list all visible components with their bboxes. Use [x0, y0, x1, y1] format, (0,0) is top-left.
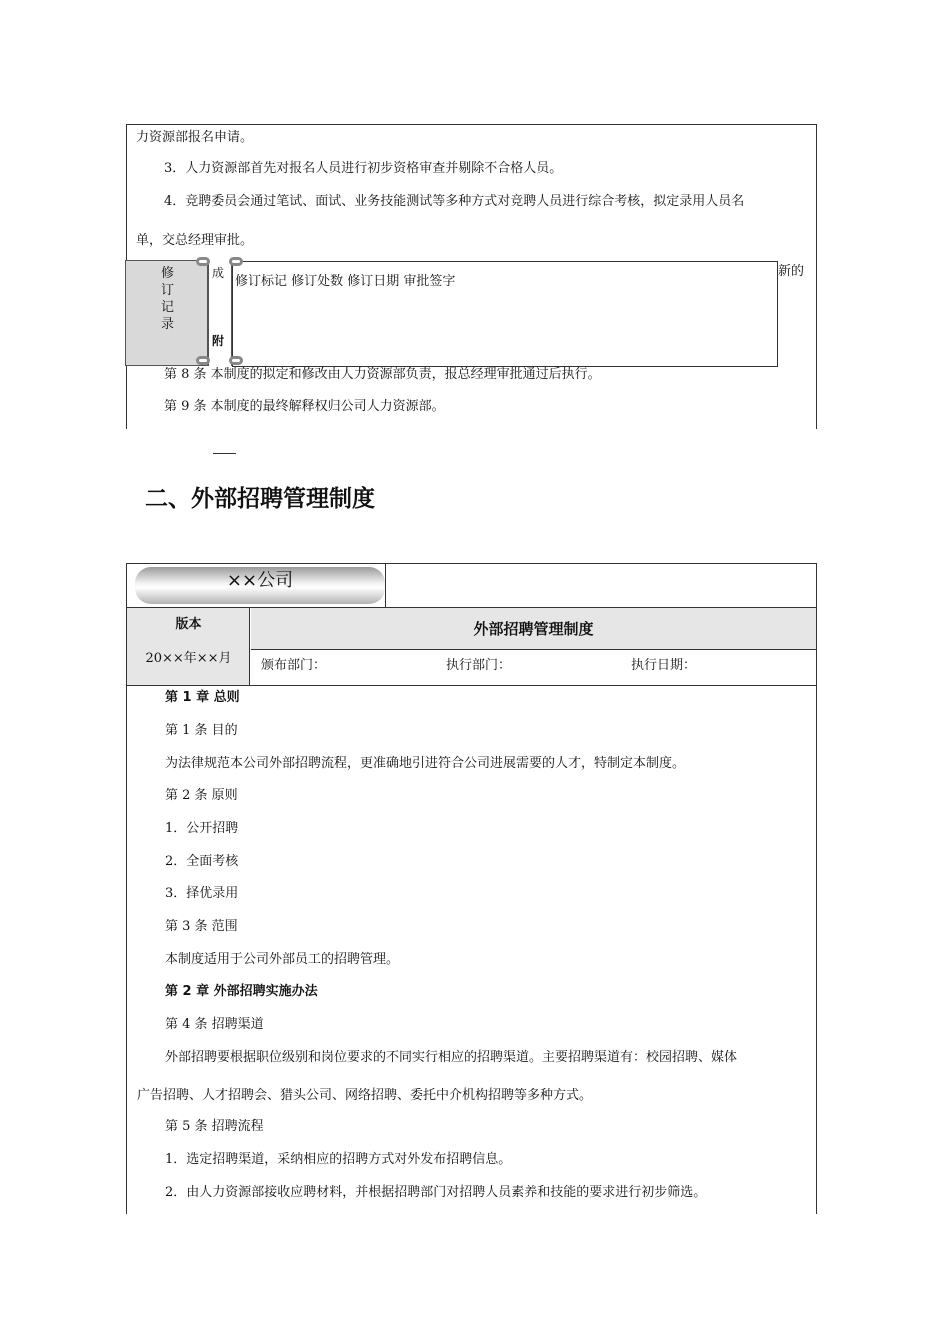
article-heading: 第 1 条 目的 — [165, 723, 238, 738]
revision-record-table — [232, 261, 778, 367]
overlapped-text-fragment: 成 — [212, 266, 225, 280]
article-8: 第 8 条 本制度的拟定和修改由人力资源部负责，报总经理审批通过后执行。 — [164, 367, 601, 382]
document-title: 外部招聘管理制度 — [473, 620, 594, 638]
divider — [213, 453, 236, 454]
section-title: 二、外部招聘管理制度 — [145, 486, 375, 512]
company-name: ××公司 — [226, 570, 294, 591]
version-date: 20××年××月 — [145, 651, 232, 666]
list-item: 3．择优录用 — [165, 886, 239, 901]
chapter-heading: 第 2 章 外部招聘实施办法 — [165, 984, 318, 999]
policy-document-table — [126, 563, 817, 1214]
executing-department-field: 执行部门： — [446, 658, 512, 673]
issuing-department-field: 颁布部门： — [261, 658, 327, 673]
list-item: 1．选定招聘渠道，采纳相应的招聘方式对外发布招聘信息。 — [165, 1152, 512, 1167]
article-heading: 第 2 条 原则 — [165, 788, 238, 803]
paragraph: 本制度适用于公司外部员工的招聘管理。 — [165, 952, 400, 967]
list-item: 3．人力资源部首先对报名人员进行初步资格审查并剔除不合格人员。 — [164, 161, 563, 176]
company-header-row — [127, 564, 816, 608]
overlapped-text-fragment: 附 — [212, 334, 225, 348]
binder-ring-icon — [229, 257, 243, 266]
execution-date-field: 执行日期： — [631, 658, 697, 673]
list-item: 2．全面考核 — [165, 854, 239, 869]
paragraph: 广告招聘、人才招聘会、猎头公司、网络招聘、委托中介机构招聘等多种方式。 — [137, 1088, 593, 1103]
list-item: 2．由人力资源部接收应聘材料，并根据招聘部门对招聘人员素养和技能的要求进行初步筛选。 — [165, 1185, 707, 1200]
paragraph-line: 力资源部报名申请。 — [136, 130, 254, 145]
revision-record-spine — [208, 262, 232, 366]
list-item: 1．公开招聘 — [165, 821, 239, 836]
version-cell — [127, 608, 250, 685]
chapter-heading: 第 1 章 总则 — [165, 690, 240, 705]
list-item: 4．竞聘委员会通过笔试、面试、业务技能测试等多种方式对竞聘人员进行综合考核，拟定录用人员名 — [164, 194, 745, 209]
article-9: 第 9 条 本制度的最终解释权归公司人力资源部。 — [164, 399, 445, 414]
document-meta-row — [251, 650, 816, 685]
binder-ring-icon — [196, 356, 210, 365]
revision-record-tab — [125, 260, 208, 366]
binder-ring-icon — [229, 356, 243, 365]
article-heading: 第 5 条 招聘流程 — [165, 1119, 264, 1134]
revision-record-label: 修订记录 — [160, 266, 174, 332]
paragraph: 外部招聘要根据职位级别和岗位要求的不同实行相应的招聘渠道。主要招聘渠道有：校园招聘、媒体 — [165, 1050, 738, 1065]
article-heading: 第 3 条 范围 — [165, 919, 238, 934]
divider — [127, 685, 816, 686]
overlapped-text-fragment: 新的 — [778, 264, 805, 279]
company-banner — [135, 567, 385, 604]
paragraph: 为法律规范本公司外部招聘流程，更准确地引进符合公司进展需要的人才，特制定本制度。 — [165, 756, 686, 771]
paragraph-line: 单，交总经理审批。 — [136, 233, 254, 248]
binder-ring-icon — [196, 257, 210, 266]
article-heading: 第 4 条 招聘渠道 — [165, 1017, 264, 1032]
version-label: 版本 — [175, 617, 202, 632]
revision-record-columns: 修订标记 修订处数 修订日期 审批签字 — [235, 274, 456, 289]
document-title-cell — [251, 608, 816, 650]
